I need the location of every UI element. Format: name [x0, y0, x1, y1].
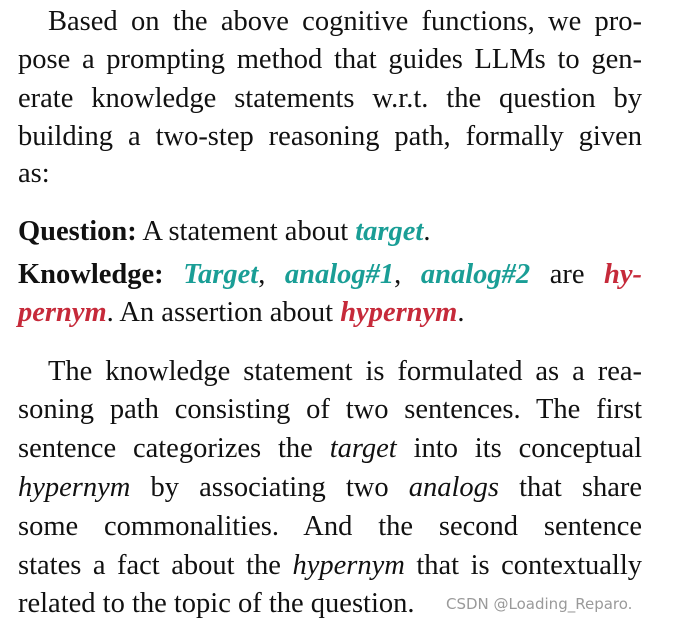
paragraph2-line7-text: related to the topic of the question.	[18, 588, 415, 619]
paragraph2-analogs-italic: analogs	[408, 472, 499, 503]
paragraph2-line4	[18, 469, 642, 507]
knowledge-template-line2	[18, 294, 642, 332]
paragraph2-line3	[18, 430, 642, 468]
paragraph2-line3-post: into its conceptual	[413, 433, 643, 464]
question-label: Question:	[18, 216, 137, 247]
paragraph2-hypernym-italic: hypernym	[18, 472, 131, 503]
paragraph2-line6	[18, 547, 642, 585]
paragraph2-line5	[18, 508, 642, 546]
knowledge-hypernym2: hypernym	[340, 297, 458, 328]
paragraph2-line6-pre: states a fact about the	[18, 550, 281, 581]
knowledge-analog1: analog#1	[284, 259, 395, 290]
knowledge-analog2: analog#2	[420, 259, 531, 290]
paragraph1-line5	[18, 155, 642, 193]
knowledge-hypernym-part1: hy-	[604, 259, 643, 290]
paragraph2-line2	[18, 391, 642, 429]
knowledge-assertion: . An assertion about	[106, 297, 334, 328]
paragraph2-line4-post: that share	[519, 472, 643, 503]
paragraph2-line6-post: that is contextually	[416, 550, 643, 581]
paragraph2-line5-text: some commonalities. And the second sentence	[18, 511, 642, 542]
paragraph2-line1-text: The knowledge statement is formulated as a rea-	[48, 356, 642, 387]
knowledge-target: Target	[183, 259, 259, 290]
csdn-watermark: CSDN @Loading_Reparo.	[446, 595, 633, 613]
knowledge-hypernym-part2: pernym	[18, 297, 107, 328]
paragraph2-line4-mid: by associating two	[150, 472, 389, 503]
paragraph2-target-italic: target	[329, 433, 397, 464]
paragraph1-line4-text: building a two-step reasoning path, formally given	[18, 121, 642, 152]
knowledge-are: are	[549, 259, 585, 290]
paragraph2-line3-pre: sentence categorizes the	[18, 433, 313, 464]
paragraph2-line1	[18, 353, 642, 391]
paragraph1-line1	[18, 3, 642, 41]
knowledge-comma2: ,	[394, 259, 402, 290]
question-text: A statement about	[142, 216, 349, 247]
paragraph2-line2-text: soning path consisting of two sentences. The first	[18, 394, 642, 425]
paragraph1-line3	[18, 80, 642, 118]
paragraph1-line3-text: erate knowledge statements w.r.t. the question by	[18, 83, 642, 114]
question-period: .	[423, 216, 431, 247]
question-template-line	[18, 213, 642, 251]
paragraph1-line2	[18, 41, 642, 79]
paragraph2-hypernym2-italic: hypernym	[292, 550, 405, 581]
knowledge-template-line1	[18, 256, 642, 294]
paragraph1-line4	[18, 118, 642, 156]
paragraph1-line1-text: Based on the above cognitive functions, we pro-	[48, 6, 642, 37]
knowledge-comma1: ,	[258, 259, 266, 290]
knowledge-end: .	[457, 297, 465, 328]
question-target: target	[355, 216, 424, 247]
knowledge-label: Knowledge:	[18, 259, 164, 290]
paragraph1-line5-text: as:	[18, 158, 50, 189]
paragraph1-line2-text: pose a prompting method that guides LLMs to gen-	[18, 44, 642, 75]
